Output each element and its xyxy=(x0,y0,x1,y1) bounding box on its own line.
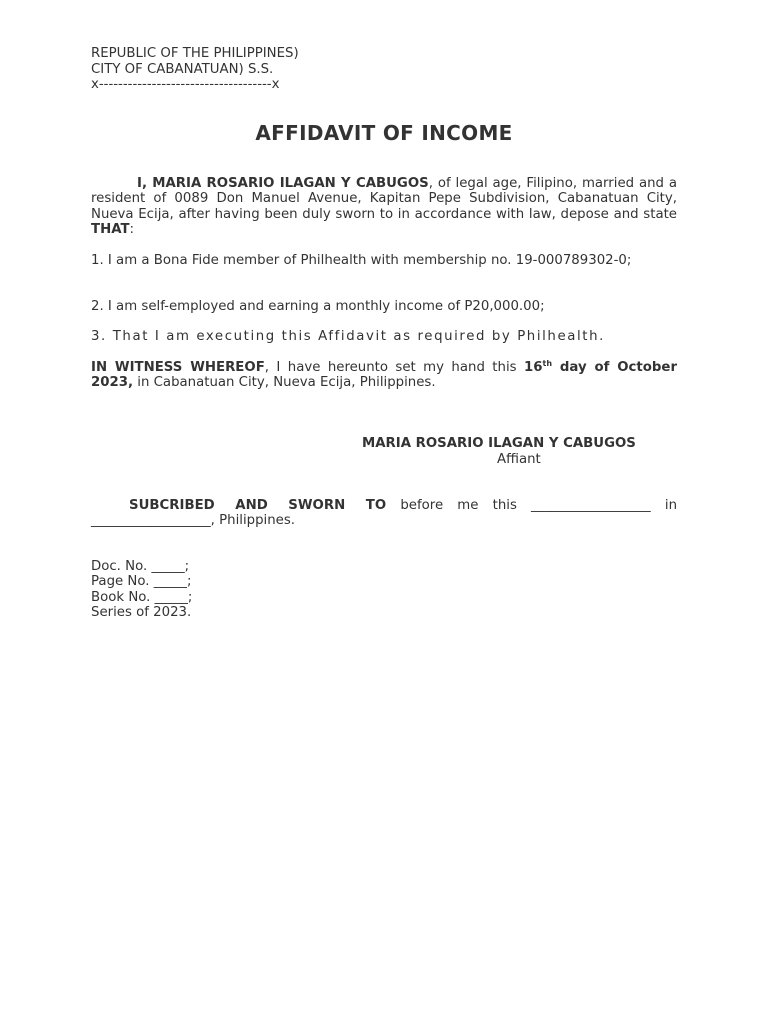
intro-colon: : xyxy=(129,222,135,238)
notarial-doc-no: Doc. No. _____; xyxy=(91,559,190,574)
intro-that: THAT xyxy=(91,222,130,238)
signature-title: Affiant xyxy=(497,452,541,467)
witness-day: 16 xyxy=(524,360,543,375)
venue-divider: x------------------------------------x xyxy=(91,77,280,92)
witness-day-suffix: th xyxy=(542,359,553,368)
document-title: AFFIDAVIT OF INCOME xyxy=(255,121,513,145)
jurat-text: before me this __________________ in __________________, Philippines. xyxy=(91,498,677,529)
statement-2: 2. I am self-employed and earning a monthly income of P20,000.00; xyxy=(91,299,545,314)
notarial-series: Series of 2023. xyxy=(91,605,192,620)
witness-lead: IN WITNESS WHEREOF xyxy=(91,360,265,375)
intro-text: , of legal age, Filipino, married and a resident of 0089 Don Manuel Avenue, Kapitan Pepe Subdivision, Cabanatuan City, Nueva Ecija, after having been duly sworn to in accordance with law, depose and state xyxy=(91,176,677,222)
statement-1: 1. I am a Bona Fide member of Philhealth with membership no. 19-000789302-0; xyxy=(91,253,632,268)
venue-city: CITY OF CABANATUAN) S.S. xyxy=(91,62,274,77)
jurat-lead: SUBCRIBED AND SWORN TO xyxy=(129,498,387,513)
venue-republic: REPUBLIC OF THE PHILIPPINES) xyxy=(91,46,299,61)
statement-3: 3. That I am executing this Affidavit as required by Philhealth. xyxy=(91,329,605,344)
witness-place: in Cabanatuan City, Nueva Ecija, Philippines. xyxy=(133,375,436,391)
witness-paragraph xyxy=(91,360,677,391)
notarial-book-no: Book No. _____; xyxy=(91,590,193,605)
witness-text: , I have hereunto set my hand this xyxy=(264,360,525,375)
jurat-paragraph xyxy=(91,498,677,529)
witness-date: day of October 2023, xyxy=(91,360,677,391)
affiant-intro-name: I, MARIA ROSARIO ILAGAN Y CABUGOS xyxy=(137,176,429,191)
signature-name: MARIA ROSARIO ILAGAN Y CABUGOS xyxy=(362,436,636,451)
intro-paragraph xyxy=(91,176,677,238)
notarial-page-no: Page No. _____; xyxy=(91,574,192,589)
